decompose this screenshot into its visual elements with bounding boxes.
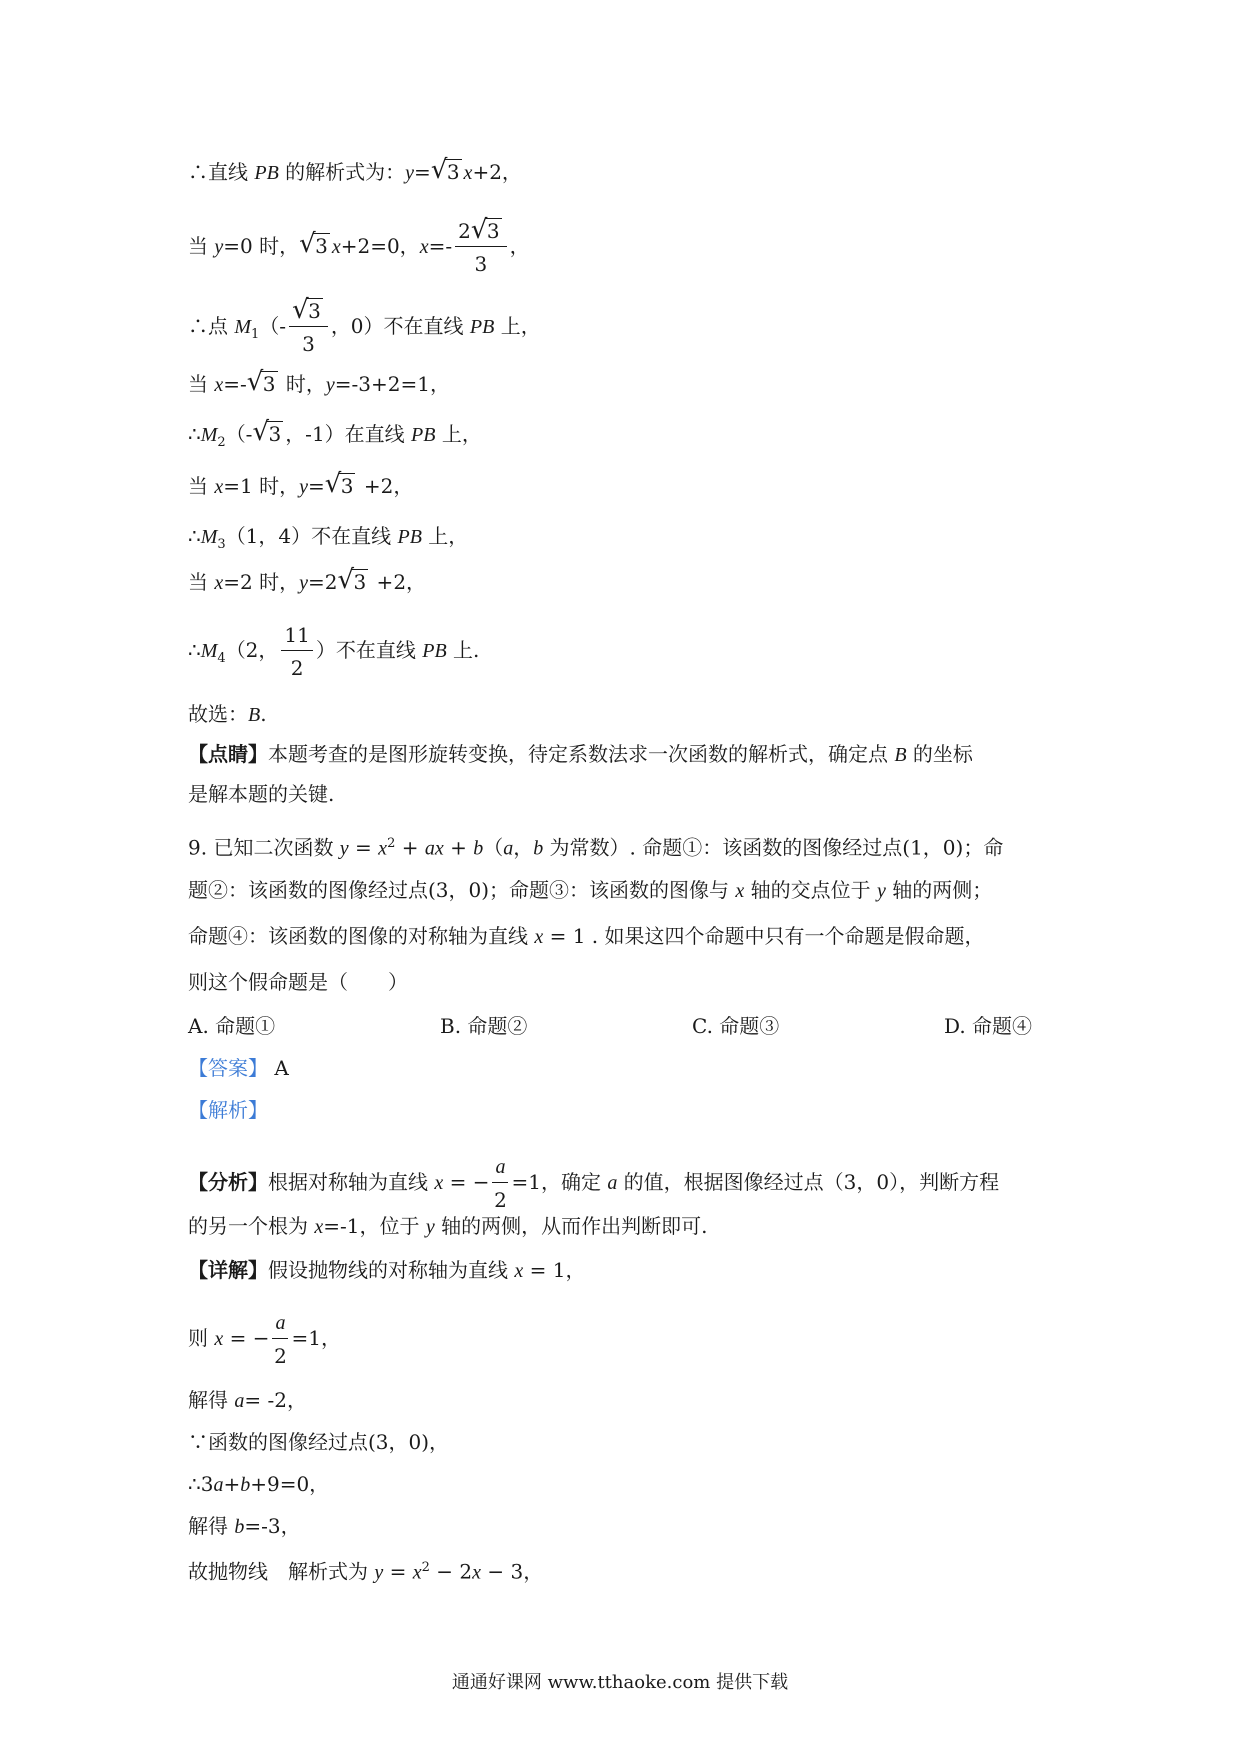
key-point-line-2: 是解本题的关键.	[188, 782, 335, 806]
detail-line-7: 故抛物线 解析式为 $y = x^2 - 2x - 3$，	[188, 1559, 544, 1584]
detail-line-4: ∵函数的图像经过点(3，0)，	[188, 1430, 450, 1454]
detail-line-1: 【详解】假设抛物线的对称轴为直线 x = 1，	[188, 1258, 586, 1282]
solution-line-m3: $\therefore M_3(1$，4）不在直线 PB 上，	[188, 524, 469, 552]
solution-line-m4: $\therefore M_4(2$， $\frac{11}{2}$ ）不在直线 PB 上.	[188, 623, 480, 680]
question-9-line-3: 命题④：该函数的图像的对称轴为直线 x = 1 . 如果这四个命题中只有一个命题是假命题，	[188, 924, 985, 948]
option-b: B. 命题②	[440, 1014, 528, 1038]
option-c: C. 命题③	[692, 1014, 780, 1038]
solution-line-x-neg-sqrt3: 当 x=- √ 3 时，y=-3+2=1，	[188, 367, 450, 397]
question-9-line-1: 9. 已知二次函数 $y = x^2$ + ax + b（a，b 为常数）. 命题①：该函数的图像经过点(1，0)；命	[188, 835, 1004, 860]
solution-line-x-two: 当 x=2 时，y=2 √ 3 +2，	[188, 565, 427, 595]
solution-line-m1: ∴点 $M_1(-$ √ 3 3 ，0）不在直线 PB 上，	[188, 295, 541, 356]
solution-line-x-one: 当 x=1 时，y= √ 3 +2，	[188, 469, 414, 499]
question-9-line-2: 题②：该函数的图像经过点(3，0)；命题③：该函数的图像与 x 轴的交点位于 y 轴的两侧；	[188, 878, 993, 902]
key-point-line-1: 【点睛】本题考查的是图形旋转变换，待定系数法求一次函数的解析式，确定点 B 的坐标	[188, 742, 973, 766]
answer-value: A	[274, 1056, 289, 1080]
option-a: A. 命题①	[188, 1014, 276, 1038]
detail-line-5: ∴3a+b+9=0，	[188, 1472, 330, 1496]
solution-line-pb-equation: ∴直线 PB 的解析式为：y= √ 3 x+2，	[188, 155, 522, 185]
solution-choice: 故选：B.	[188, 702, 267, 726]
detail-line-6: 解得 b=-3，	[188, 1514, 301, 1538]
solution-line-y-zero: 当 y=0 时， √ 3 x+2=0，x=- 2 √ 3 3 ，	[188, 215, 530, 276]
detail-line-2: 则 x = − $\frac{a}{2}$ =1，	[188, 1312, 341, 1368]
analysis-line-2: 的另一个根为 x=-1，位于 y 轴的两侧，从而作出判断即可.	[188, 1214, 708, 1238]
question-9-line-4: 则这个假命题是（ ）	[188, 970, 408, 994]
answer-line	[188, 1054, 289, 1082]
answer-label: 【答案】	[188, 1056, 268, 1080]
page-footer: 通通好课网 www.tthaoke.com 提供下载	[451, 1672, 789, 1693]
option-d: D. 命题④	[944, 1014, 1033, 1038]
detail-line-3: 解得 a= -2，	[188, 1388, 307, 1412]
analysis-line-1: 【分析】根据对称轴为直线 x = − $\frac{a}{2}$ =1，确定 a 的值，根据图像经过点（3，0），判断方程	[188, 1156, 1000, 1212]
analysis-heading: 【解析】	[188, 1098, 268, 1122]
solution-line-m2: $\therefore M_2(-$ √ 3 ，-1）在直线 PB 上，	[188, 417, 482, 450]
